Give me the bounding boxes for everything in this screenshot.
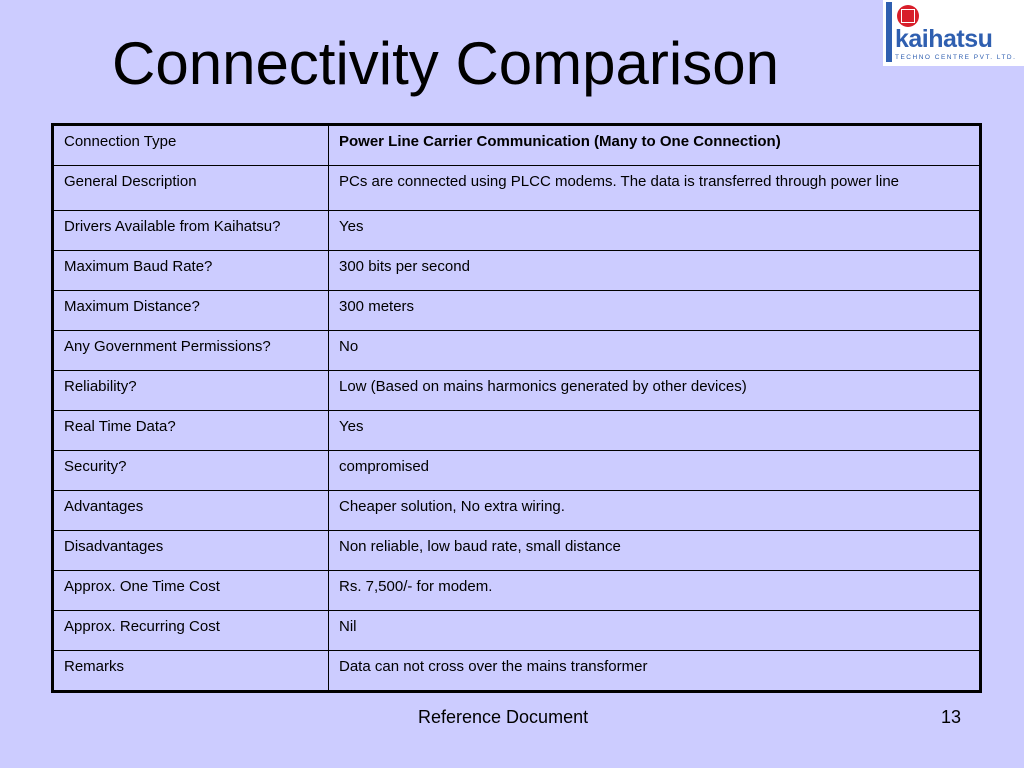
row-value: Rs. 7,500/- for modem. [329, 571, 980, 611]
row-label: Any Government Permissions? [54, 331, 329, 371]
table-row [54, 651, 980, 691]
table-row [54, 611, 980, 651]
table-row [54, 531, 980, 571]
table-row [54, 571, 980, 611]
row-value: No [329, 331, 980, 371]
table-row [54, 126, 980, 166]
table-row [54, 251, 980, 291]
table-row [54, 211, 980, 251]
row-value: Cheaper solution, No extra wiring. [329, 491, 980, 531]
logo-bar [886, 2, 892, 62]
table-row [54, 331, 980, 371]
row-label: Security? [54, 451, 329, 491]
row-value: Non reliable, low baud rate, small distance [329, 531, 980, 571]
row-value: Nil [329, 611, 980, 651]
slide-title: Connectivity Comparison [112, 30, 779, 97]
table-row [54, 291, 980, 331]
row-label: Reliability? [54, 371, 329, 411]
comparison-table [51, 123, 982, 693]
row-value: compromised [329, 451, 980, 491]
row-label: Disadvantages [54, 531, 329, 571]
table-row [54, 491, 980, 531]
row-value: Low (Based on mains harmonics generated by other devices) [329, 371, 980, 411]
row-value: Data can not cross over the mains transformer [329, 651, 980, 691]
row-label: Real Time Data? [54, 411, 329, 451]
kaihatsu-logo [883, 0, 1024, 66]
footer-label: Reference Document [418, 707, 589, 727]
row-value: Yes [329, 411, 980, 451]
row-value: PCs are connected using PLCC modems. The data is transferred through power line [329, 166, 980, 211]
row-value: Yes [329, 211, 980, 251]
row-label: Advantages [54, 491, 329, 531]
page-number: 13 [941, 707, 962, 727]
row-value: 300 meters [329, 291, 980, 331]
table-row [54, 451, 980, 491]
row-label: General Description [54, 166, 329, 211]
row-value: Power Line Carrier Communication (Many to One Connection) [329, 126, 980, 166]
table-row [54, 166, 980, 211]
row-label: Approx. Recurring Cost [54, 611, 329, 651]
logo-subtitle: TECHNO CENTRE PVT. LTD. [895, 54, 1017, 61]
row-label: Connection Type [54, 126, 329, 166]
row-label: Remarks [54, 651, 329, 691]
row-label: Approx. One Time Cost [54, 571, 329, 611]
row-label: Maximum Baud Rate? [54, 251, 329, 291]
logo-seal-icon [897, 5, 919, 27]
logo-wordmark: kaihatsu [895, 25, 993, 53]
table-row [54, 411, 980, 451]
table-row [54, 371, 980, 411]
row-label: Maximum Distance? [54, 291, 329, 331]
row-label: Drivers Available from Kaihatsu? [54, 211, 329, 251]
row-value: 300 bits per second [329, 251, 980, 291]
